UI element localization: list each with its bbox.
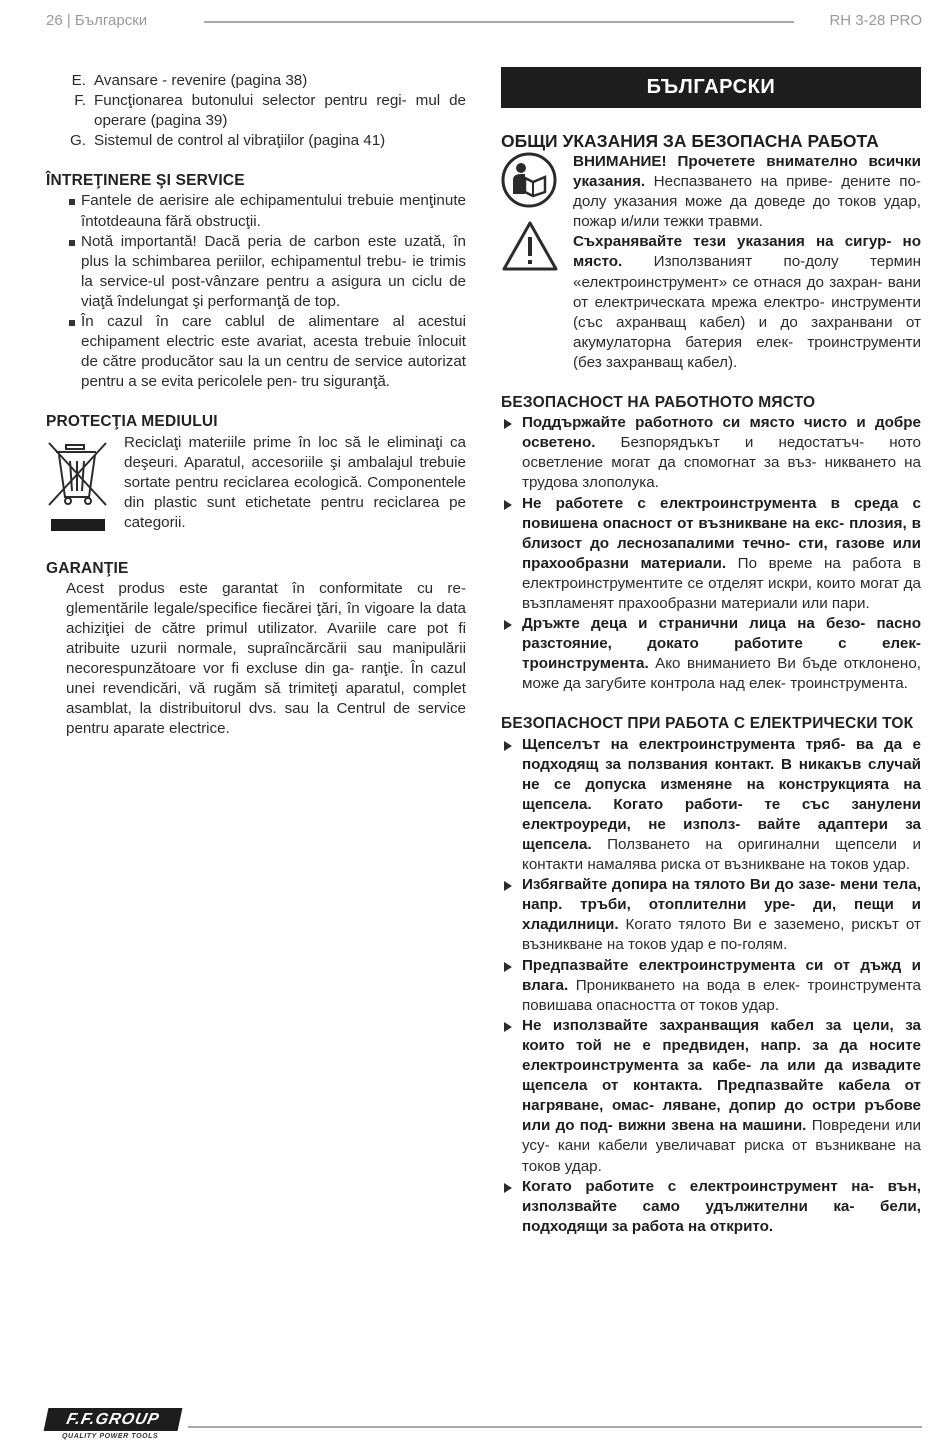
item-bold: Поддържайте работното си място чисто и добре осветено.: [522, 414, 921, 452]
item-text: Повредени или усу- кани кабели увеличават риска от възникване на токов удар.: [522, 1117, 921, 1175]
general-safety-heading: ОБЩИ УКАЗАНИЯ ЗА БЕЗОПАСНА РАБОТА: [501, 131, 879, 151]
environment-text: Reciclaţi materiile prime în loc să le eliminaţi ca deşeuri. Aparatul, accesoriile şi ambalajul trebuie sortate pentru reciclarea ecologică. Componentele din plastic sunt etichetate pentru reciclarea pe categorii.: [124, 433, 466, 531]
warning-text-2: [501, 232, 921, 373]
item-bold: Дръжте деца и странични лица на безо- пасно разстояние, докато работите с елек- троинструмента.: [522, 615, 921, 673]
warning-text-1: [501, 152, 921, 232]
maintenance-heading: ÎNTREŢINERE ŞI SERVICE: [46, 172, 245, 190]
right-column: [501, 67, 921, 1237]
electrical-item: [501, 1177, 921, 1237]
warning-block: [501, 152, 921, 373]
header-divider: [204, 21, 794, 23]
logo-wordmark: F.F.GROUP: [44, 1408, 183, 1431]
footer-divider: [188, 1426, 922, 1428]
electrical-item: [501, 1016, 921, 1177]
item-bold: Не работете с електроинструмента в среда с повишена опасност от възникване на екс- плозия, в близост до леснозапалими течно- сти, газове или прахообразни материали.: [522, 494, 921, 572]
list-item: [46, 91, 466, 131]
item-text: Проникването на вода в елек- троинструмента повишава опасността от токов удар.: [522, 976, 921, 1014]
list-text: Sistemul de control al vibraţiilor (pagina 41): [94, 132, 386, 150]
electrical-item: [501, 956, 921, 1016]
item-bold: Не използвайте захранващия кабел за цели, за които той не е предвиден, напр. за да носите електроинструмента за кабе- ла или да извадите щепсела от контакта. Предпазвайте кабела от нагряване, омас- ляване, допир до остри ръбове или до под- вижни звена на машини.: [522, 1016, 921, 1135]
item-bold: Предпазвайте електроинструмента си от дъжд и влага.: [522, 956, 921, 994]
environment-block: [46, 433, 466, 539]
warning-bold-1: ВНИМАНИЕ! Прочетете внимателно всички указания.: [573, 153, 921, 191]
workplace-heading: БЕЗОПАСНОСТ НА РАБОТНОТО МЯСТО: [501, 394, 816, 412]
warning-triangle-icon: [501, 220, 559, 278]
environment-heading: PROTECŢIA MEDIULUI: [46, 413, 218, 431]
warranty-heading: GARANŢIE: [46, 559, 129, 577]
warning-normal-1: Неспазването на приве- дените по-долу указания може да доведе до токов удар, пожар и/или тежки травми.: [573, 173, 921, 231]
item-bold: Избягвайте допира на тялото Ви до зазе- мени тела, напр. тръби, отоплителни уре- ди, пещи и хладилници.: [522, 876, 921, 934]
language-title-bar: БЪЛГАРСКИ: [501, 67, 921, 108]
warranty-text: Acest produs este garantat în conformitate cu re- glementările legale/specifice fiecărei ţări, în vigoare la data achiziţiei de către primul utilizator. Avariile care pot fi atribuite uzurii normale, supraîncărcării sau manipulării necorespunzătoare vor fi excluse din ga- ranţie. În cazul unei revendicări, vă rugăm să trimiteţi aparatul, complet asamblat, la distribuitorul dvs. sau la Centrul de service pentru aparate electrice.: [66, 579, 466, 738]
item-text: Ползването на оригинални щепсели и контакти намалява риска от възникване на токов удар.: [522, 836, 921, 874]
item-text: По време на работа в електроинструментите се отделят искри, които могат да възпламенят прахообразни материали или пари.: [522, 554, 921, 612]
list-letter: G.: [69, 132, 86, 150]
warning-normal-2: Използваният по-долу термин «електроинструмент» се отнася до захран- вани от електрическата мрежа електро- инструменти (със ахранващ кабел) и до захранвани от акумулаторна батерия елек- троинструменти (без захранващ кабел).: [573, 253, 921, 371]
workplace-item: [501, 494, 921, 615]
model-name: RH 3-28 PRO: [829, 12, 922, 29]
logo-tagline: QUALITY POWER TOOLS: [62, 1433, 159, 1440]
list-letter: F.: [74, 92, 86, 110]
electrical-list: [501, 735, 921, 1237]
maintenance-list: [46, 191, 466, 392]
page-number-language: 26 | Български: [46, 12, 148, 29]
list-item: [46, 71, 466, 91]
page-header: [46, 12, 922, 36]
item-bold: Когато работите с електроинструмент на- вън, използвайте само удължителни ка- бели, подходящи за работа на открито.: [522, 1177, 921, 1235]
item-text: Когато тялото Ви е заземено, рискът от възникване на токов удар е по-голям.: [522, 916, 921, 954]
workplace-item: [501, 413, 921, 493]
read-manual-icon: [501, 152, 557, 214]
list-item: [46, 131, 466, 151]
warning-bold-2: Съхранявайте тези указания на сигур- но място.: [573, 233, 921, 271]
electrical-item: [501, 735, 921, 876]
item-text: Безпорядъкът и недостатъч- ното осветление могат да спомогнат за въз- никването на трудова злополука.: [522, 434, 921, 492]
section-list: [46, 71, 466, 151]
ffgroup-logo: [46, 1408, 182, 1444]
workplace-list: [501, 413, 921, 694]
list-letter: E.: [71, 72, 86, 89]
item-text: Ако вниманието Ви бъде отклонено, може да загубите контрола над елек- троинструмента.: [522, 655, 921, 693]
electrical-heading: БЕЗОПАСНОСТ ПРИ РАБОТА С ЕЛЕКТРИЧЕСКИ ТОК: [501, 715, 914, 733]
left-column: [46, 71, 466, 739]
electrical-item: [501, 875, 921, 955]
list-text: Avansare - revenire (pagina 38): [94, 72, 308, 89]
maintenance-item: Fantele de aerisire ale echipamentului trebuie menţinute întotdeauna fără obstrucţii.: [46, 191, 466, 231]
weee-bin-icon: [46, 433, 124, 539]
list-text: Funcţionarea butonului selector pentru regi- mul de operare (pagina 39): [94, 92, 466, 130]
maintenance-item: Notă importantă! Dacă peria de carbon este uzată, în plus la schimbarea periilor, echipamentul trebu- ie trimis la service-ul post-vânzare pentru a asigura un ciclu de viaţă îndelungat şi performanţă de top.: [46, 232, 466, 312]
maintenance-item: În cazul în care cablul de alimentare al acestui echipament electric este avariat, acesta trebuie înlocuit de către producător sau la un centru de service autorizat pentru a se evita pericolele pen- tru siguranţă.: [46, 312, 466, 392]
item-bold: Щепселът на електроинструмента тряб- ва да е подходящ за ползвания контакт. В никакъв случай не се допуска изменяне на конструкцията на щепсела. Когато работи- те със занулени електроуреди, не използ- вайте адаптери за щепсела.: [522, 735, 921, 853]
workplace-item: [501, 614, 921, 694]
